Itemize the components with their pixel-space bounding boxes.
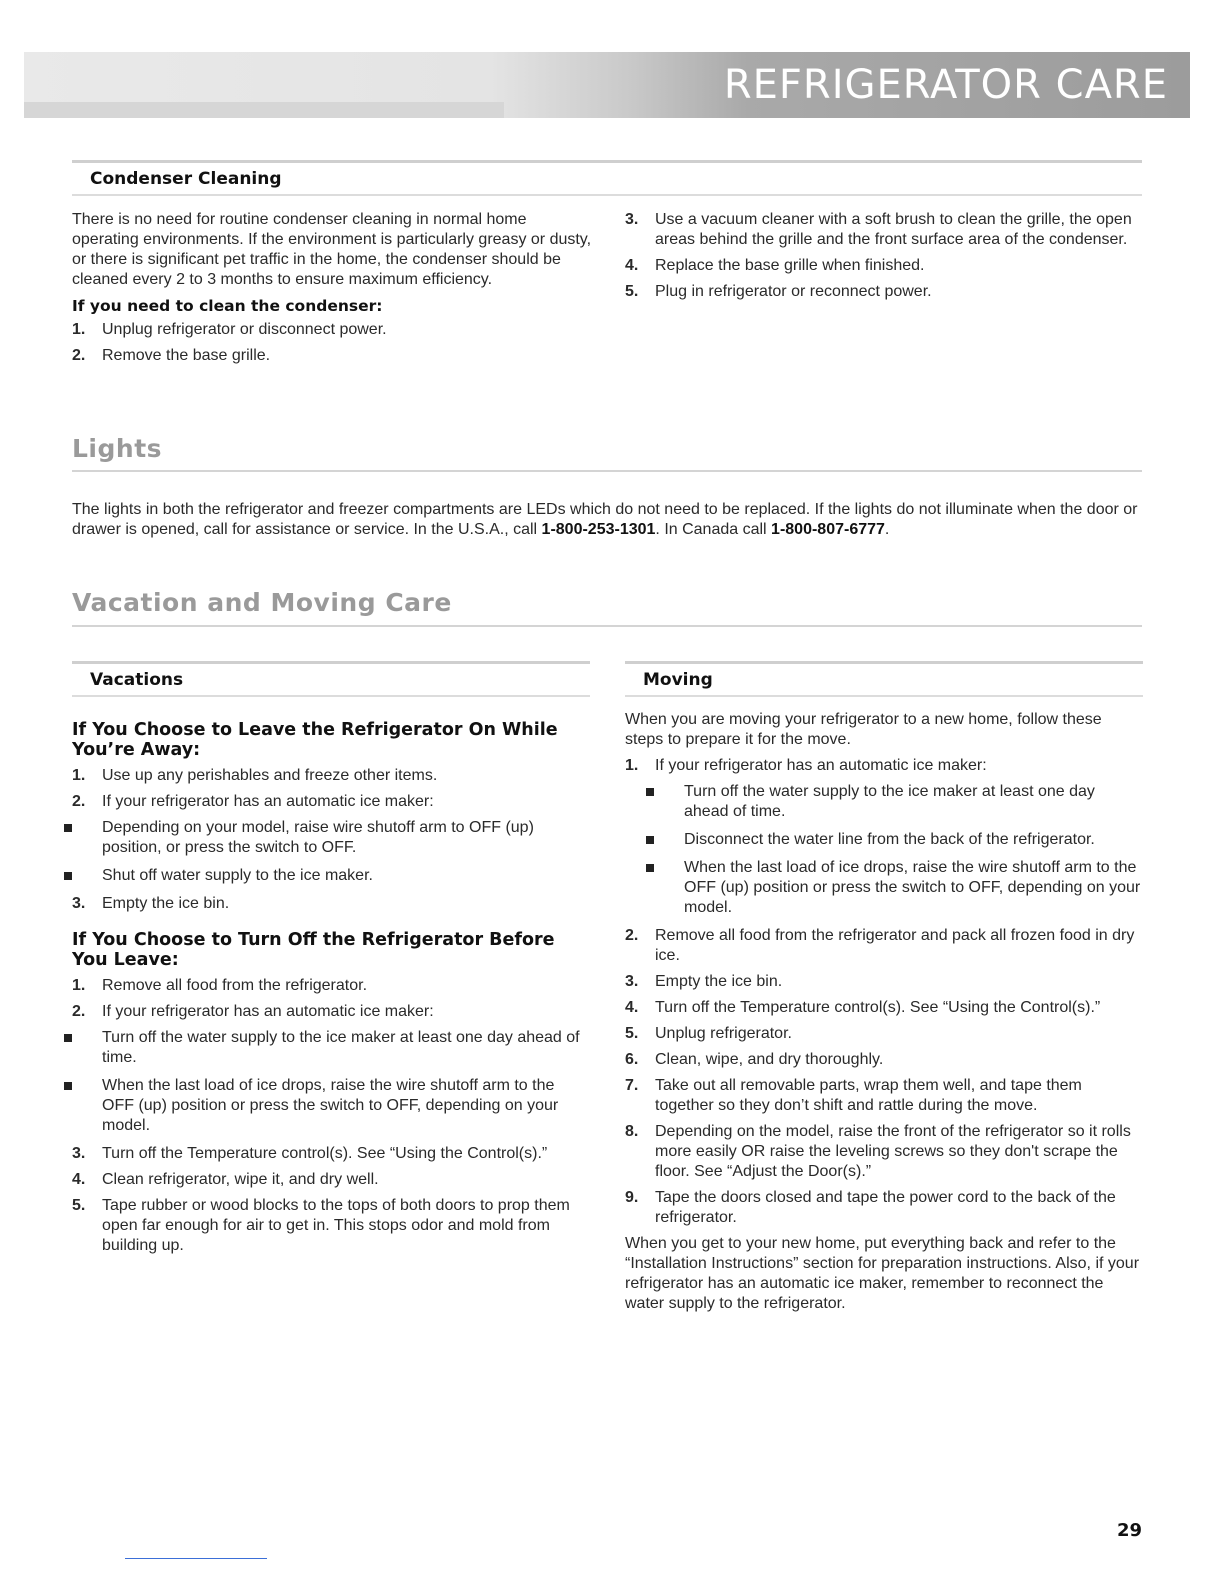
list-item: 4. Turn off the Temperature control(s). See “Using the Control(s).” (625, 999, 1101, 1016)
lights-paragraph: The lights in both the refrigerator and freezer compartments are LEDs which do not need to be replaced. If the lights do not illuminate when the door or drawer is opened, call for assistance or service. In the U.S.A., call 1-800-253-1301. In Canada call 1-800-807-6777. (72, 501, 1138, 538)
list-item: 5. Tape rubber or wood blocks to the tops of both doors to prop them open far enough for air to get in. This stops odor and mold from building up. (72, 1197, 570, 1254)
moving-intro: When you are moving your refrigerator to a new home, follow these steps to prepare it for the move. (625, 711, 1102, 748)
moving-outro: When you get to your new home, put everything back and refer to the “Installation Instructions” section for preparation instructions. Also, if your refrigerator has an automatic ice maker, remember to reconnect the water supply to the refrigerator. (625, 1235, 1140, 1312)
list-item: 9. Tape the doors closed and tape the power cord to the back of the refrigerator. (625, 1189, 1116, 1226)
list-item: 4. Replace the base grille when finished. (625, 257, 925, 274)
page-title: REFRIGERATOR CARE (723, 62, 1168, 108)
list-item: 1. If your refrigerator has an automatic ice maker: (625, 757, 987, 774)
leave-on-heading: If You Choose to Leave the Refrigerator On While You’re Away: (72, 720, 558, 760)
list-item: 2. Remove the base grille. (72, 347, 271, 364)
lights-title: Lights (72, 434, 163, 463)
list-item: 1. Unplug refrigerator or disconnect power. (72, 321, 387, 338)
condenser-right-column (625, 210, 1145, 308)
turn-off-steps-cont (72, 1144, 590, 1256)
moving-steps-cont (625, 926, 1143, 1228)
list-item: 1. Remove all food from the refrigerator. (72, 977, 368, 994)
list-item: 3. Turn off the Temperature control(s). See “Using the Control(s).” (72, 1145, 548, 1162)
list-item: Shut off water supply to the ice maker. (49, 866, 590, 886)
moving-bullets (631, 782, 1143, 918)
condenser-steps-right (625, 210, 1145, 302)
footer-divider (125, 1558, 267, 1559)
leave-on-steps-cont (72, 894, 590, 914)
page-number: 29 (1116, 1520, 1142, 1541)
turn-off-bullets (49, 1028, 590, 1136)
list-item: 5. Plug in refrigerator or reconnect power. (625, 283, 932, 300)
moving-heading: Moving (625, 661, 1143, 697)
list-item: 5. Unplug refrigerator. (625, 1025, 792, 1042)
lights-rule (72, 470, 1142, 472)
leave-on-steps (72, 766, 590, 812)
vacation-moving-title: Vacation and Moving Care (72, 588, 452, 617)
list-item: 4. Clean refrigerator, wipe it, and dry well. (72, 1171, 379, 1188)
list-item: 1. Use up any perishables and freeze other items. (72, 767, 438, 784)
condenser-subheading: If you need to clean the condenser: (72, 297, 383, 315)
vacations-column (72, 720, 590, 1262)
vacation-rule (72, 625, 1142, 627)
header-banner (24, 52, 1190, 118)
turn-off-steps (72, 976, 590, 1022)
list-item: Disconnect the water line from the back of the refrigerator. (631, 830, 1143, 850)
condenser-heading: Condenser Cleaning (72, 160, 1142, 196)
turn-off-heading: If You Choose to Turn Off the Refrigerator Before You Leave: (72, 930, 555, 970)
list-item: 3. Empty the ice bin. (625, 973, 783, 990)
list-item: 6. Clean, wipe, and dry thoroughly. (625, 1051, 884, 1068)
vacations-heading: Vacations (72, 661, 590, 697)
moving-column (625, 710, 1143, 1320)
list-item: Turn off the water supply to the ice maker at least one day ahead of time. (49, 1028, 590, 1068)
list-item: 3. Use a vacuum cleaner with a soft brush to clean the grille, the open areas behind the grille and the front surface area of the condenser. (625, 211, 1132, 248)
list-item: 2. If your refrigerator has an automatic ice maker: (72, 1003, 434, 1020)
list-item: When the last load of ice drops, raise the wire shutoff arm to the OFF (up) position or press the switch to OFF, depending on your model. (49, 1076, 590, 1136)
list-item: 2. If your refrigerator has an automatic ice maker: (72, 793, 434, 810)
list-item: 8. Depending on the model, raise the front of the refrigerator so it rolls more easily OR raise the leveling screws so they don't scrape the floor. See “Adjust the Door(s).” (625, 1123, 1131, 1180)
condenser-left-column (72, 210, 592, 372)
list-item: 2. Remove all food from the refrigerator and pack all frozen food in dry ice. (625, 927, 1135, 964)
list-item: 7. Take out all removable parts, wrap them well, and tape them together so they don’t shift and rattle during the move. (625, 1077, 1082, 1114)
list-item: Turn off the water supply to the ice maker at least one day ahead of time. (631, 782, 1143, 822)
phone-canada: 1-800-807-6777 (771, 521, 885, 538)
phone-usa: 1-800-253-1301 (541, 521, 656, 538)
list-item: 3. Empty the ice bin. (72, 895, 230, 912)
moving-steps (625, 756, 1143, 776)
leave-on-bullets (49, 818, 590, 886)
condenser-intro: There is no need for routine condenser cleaning in normal home operating environments. If the environment is particularly greasy or dusty, or there is significant pet traffic in the home, the condenser should be cleaned every 2 to 3 months to ensure maximum efficiency. (72, 211, 592, 288)
list-item: Depending on your model, raise wire shutoff arm to OFF (up) position, or press the switch to OFF. (49, 818, 590, 858)
condenser-steps-left (72, 320, 592, 366)
list-item: When the last load of ice drops, raise the wire shutoff arm to the OFF (up) position or press the switch to OFF, depending on your model. (631, 858, 1143, 918)
